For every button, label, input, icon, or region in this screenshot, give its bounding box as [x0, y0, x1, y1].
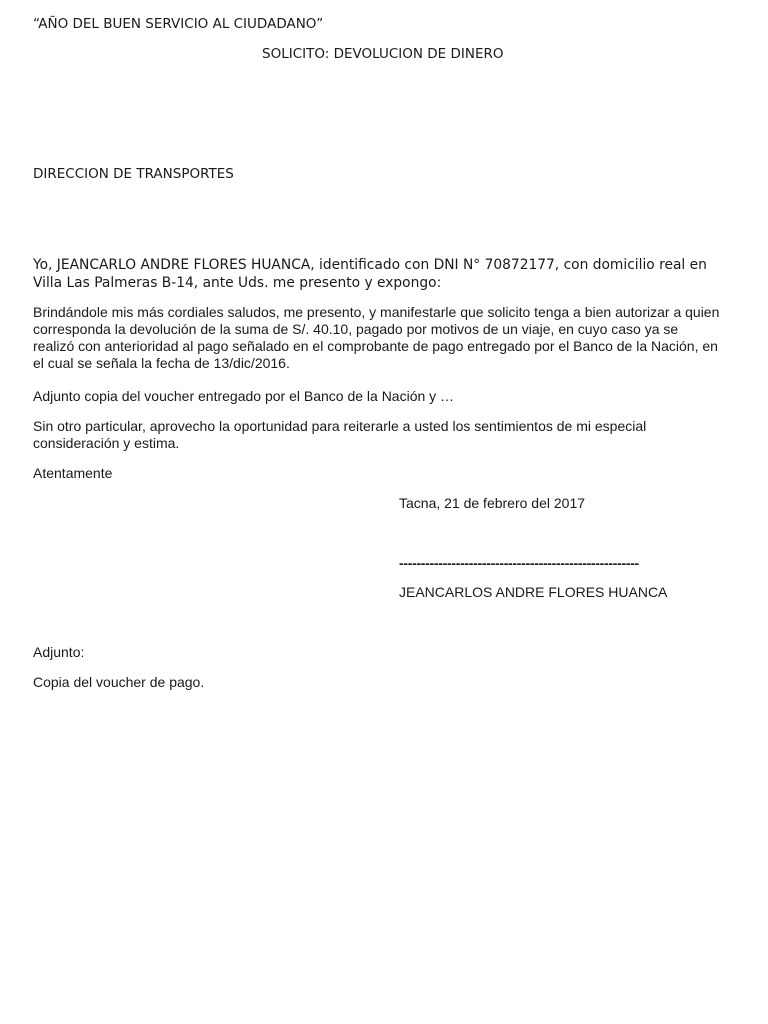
year-title: “AÑO DEL BUEN SERVICIO AL CIUDADANO” — [33, 16, 324, 32]
date-line: Tacna, 21 de febrero del 2017 — [399, 495, 586, 511]
attachment-item: Copia del voucher de pago. — [33, 674, 205, 690]
recipient: DIRECCION DE TRANSPORTES — [33, 166, 234, 182]
body-paragraph-attachment-note: Adjunto copia del voucher entregado por el Banco de la Nación y … — [33, 388, 455, 404]
body-paragraph-request: Brindándole mis más cordiales saludos, me presento, y manifestarle que solicito tenga a bien autorizar a quien corresponda la devolución de la suma de S/. 40.10, pagado por motivos de un viaje, en cuyo caso ya se realizó con anterioridad al pago señalado en el comprobante de pago entregado por el Banco de la Nación, en el cual se señala la fecha de 13/dic/2016. — [33, 304, 720, 371]
body-paragraph-regards: Sin otro particular, aprovecho la oportunidad para reiterarle a usted los sentimientos de mi especial consideración y estima. — [33, 418, 647, 451]
closing: Atentamente — [33, 465, 113, 481]
subject-line: SOLICITO: DEVOLUCION DE DINERO — [262, 46, 504, 62]
intro-paragraph: Yo, JEANCARLO ANDRE FLORES HUANCA, identificado con DNI N° 70872177, con domicilio real en Villa Las Palmeras B-14, ante Uds. me presento y expongo: — [33, 257, 707, 291]
signature-line: ------------------------------------------------------- — [399, 555, 639, 571]
attachments-label: Adjunto: — [33, 644, 85, 660]
signature-name: JEANCARLOS ANDRE FLORES HUANCA — [399, 584, 668, 600]
